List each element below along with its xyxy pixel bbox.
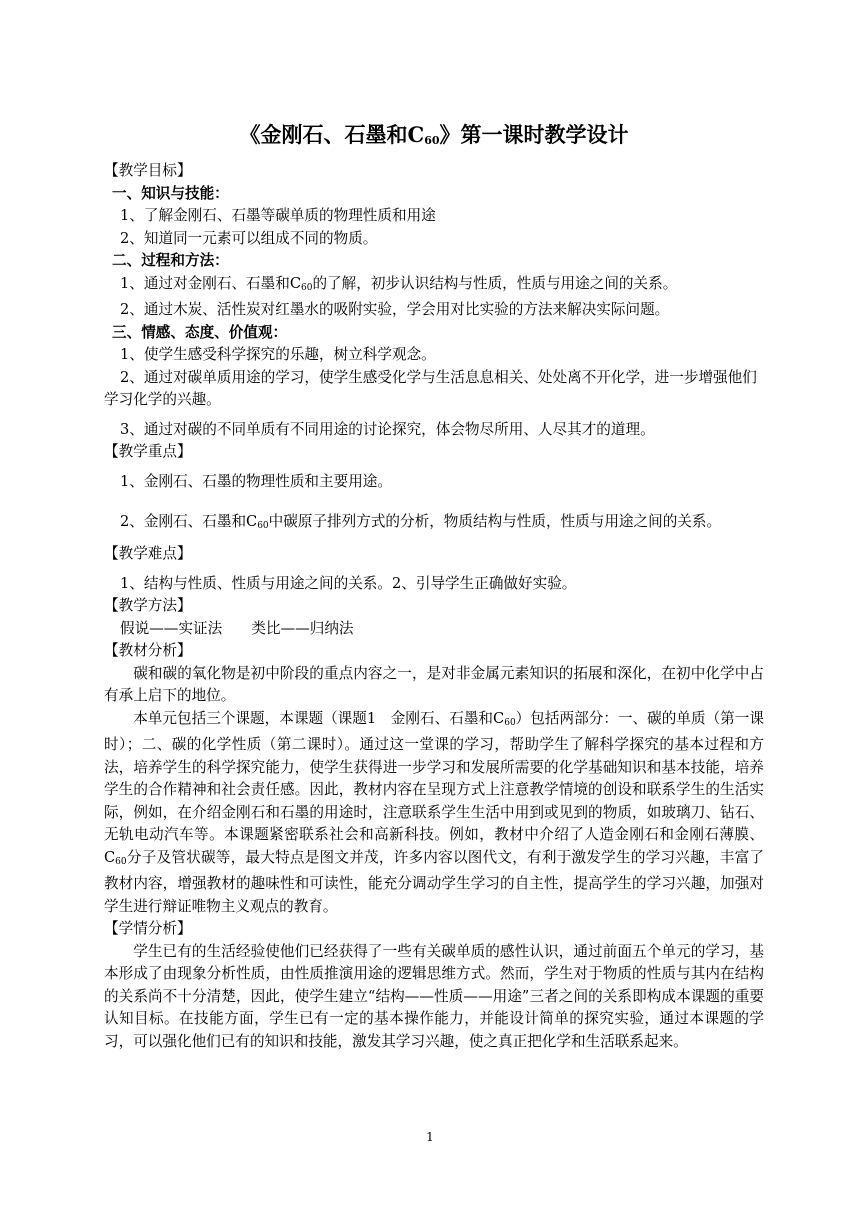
key-point-2 [104,505,764,543]
heading-knowledge: 一、知识与技能： [112,184,229,202]
goal-knowledge-1: 1、了解金刚石、石墨等碳单质的物理性质和用途 [120,207,436,224]
goal-knowledge-2: 2、知道同一元素可以组成不同的物质。 [120,229,378,247]
section-label-difficulties: 【教学难点】 [104,545,192,562]
section-label-goals: 【教学目标】 [104,162,192,179]
key-point-1: 1、金刚石、石墨的物理性质和主要用途。 [120,472,392,490]
subscript: 60 [300,282,313,293]
goal-process-2: 2、通过木炭、活性炭对红墨水的吸附实验，学会用对比实验的方法来解决实际问题。 [120,301,670,318]
section-label-material: 【教材分析】 [104,642,192,659]
students-paragraph-1: 学生已有的生活经验使他们已经获得了一些有关碳单质的感性认识，通过前面五个单元的学习，基本形成了由现象分析性质，由性质推演用途的逻辑思维方式。然而，学生对于物质的性质与其内在结构的关系尚不十分清楚，因此，使学生建立“结构——性质——用途”三者之间的关系即构成本课题的重要认知目标。在技能方面，学生已有一定的基本操作能力，并能设计简单的探究实验，通过本课题的学习，可以强化他们已有的知识和技能，激发其学习兴趣，使之真正把化学和生活联系起来。 [104,942,764,1050]
page-number: 1 [426,1130,434,1144]
text-segment: 中碳原子排列方式的分析，物质结构与性质，性质与用途之间的关系。 [268,513,722,530]
title-text-end: 》第一课时教学设计 [439,122,629,147]
section-label-key-points: 【教学重点】 [104,443,192,460]
section-label-methods: 【教学方法】 [104,597,192,614]
difficulty-item: 1、结构与性质、性质与用途之间的关系。2、引导学生正确做好实验。 [120,574,577,592]
material-paragraph-1: 碳和碳的氧化物是初中阶段的重点内容之一，是对非金属元素知识的拓展和深化，在初中化学中占有承上启下的地位。 [104,664,764,704]
text-segment: 分子及管状碳等，最大特点是图文并茂，许多内容以图代文，有利于激发学生的学习兴趣，丰富了教材内容，增强教材的趣味性和可读性，能充分调动学生学习的自主性，提高学生的学习兴趣，加强对学生进行辩证唯物主义观点的教育。 [104,848,764,915]
goal-emotion-3: 3、通过对碳的不同单质有不同用途的讨论探究，体会物尽所用、人尽其才的道理。 [120,420,655,438]
methods-item: 假说——实证法 类比——归纳法 [120,619,354,637]
subscript: 60 [257,521,269,531]
document-body [104,120,764,1053]
goal-emotion-1: 1、使学生感受科学探究的乐趣，树立科学观念。 [120,346,436,363]
text-segment: 本单元包括三个课题，本课题（课题1 金刚石、石墨和C [133,709,505,727]
text-segment: 1、通过对金刚石、石墨和C [120,274,301,292]
heading-process: 二、过程和方法： [112,252,229,269]
subscript: 60 [115,856,127,867]
heading-emotion: 三、情感、态度、价值观： [112,323,288,341]
goal-process-1 [104,273,764,300]
text-segment: 的了解，初步认识结构与性质，性质与用途之间的关系。 [312,274,678,292]
title-subscript: 60 [424,134,440,147]
material-paragraph-2 [104,708,764,919]
title-text: 《金刚石、石墨和C [239,122,425,147]
subscript: 60 [504,717,516,728]
text-segment: ）包括两部分：一、碳的单质（第一课时）；二、碳的化学性质（第二课时）。通过这一堂课的学习，帮助学生了解科学探究的基本过程和方法，培养学生的科学探究能力，使学生获得进一步学习和发展所需要的化学基础知识和基本技能，培养学生的合作精神和社会责任感。因此，教材内容在呈现方式上注意教学情境的创设和联系学生的生活实际，例如，在介绍金刚石和石墨的用途时，注意联系学生生活中用到或见到的物质，如玻璃刀、钻石、无轨电动汽车等。本课题紧密联系社会和高新科技。例如，教材中介绍了人造金刚石和金刚石薄膜、C [104,709,764,866]
section-label-students: 【学情分析】 [104,920,192,937]
text-segment: 2、金刚石、石墨和C [120,513,258,530]
goal-emotion-2: 2、通过对碳单质用途的学习，使学生感受化学与生活息息相关、处处离不开化学，进一步增强他们学习化学的兴趣。 [104,368,757,408]
page-title [104,120,764,156]
